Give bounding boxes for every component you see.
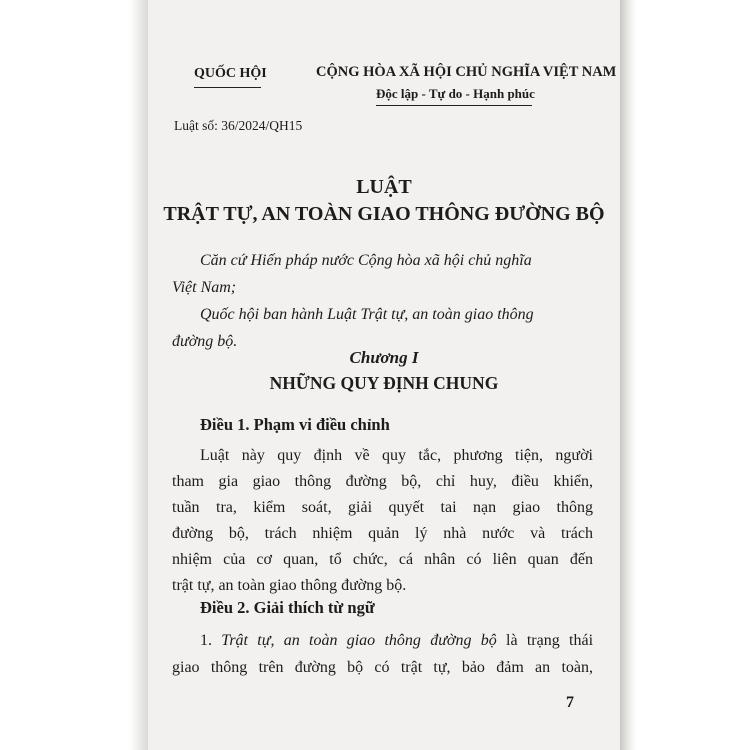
national-motto: Độc lập - Tự do - Hạnh phúc xyxy=(376,86,535,101)
article-1-line: tuần tra, kiểm soát, giải quyết tai nạn giao thông xyxy=(172,499,593,516)
preamble-line: Quốc hội ban hành Luật Trật tự, an toàn giao thông xyxy=(200,306,534,323)
issuing-agency: QUỐC HỘI xyxy=(194,66,267,81)
motto-underline xyxy=(376,105,532,106)
country-name: CỘNG HÒA XÃ HỘI CHỦ NGHĨA VIỆT NAM xyxy=(316,64,617,80)
clause-text: là trạng thái xyxy=(496,632,594,649)
preamble-line: đường bộ. xyxy=(172,333,238,350)
book-page xyxy=(148,0,620,750)
page-edge-shadow xyxy=(620,0,636,750)
article-1-heading: Điều 1. Phạm vi điều chỉnh xyxy=(200,415,390,434)
document-title: TRẬT TỰ, AN TOÀN GIAO THÔNG ĐƯỜNG BỘ xyxy=(163,203,605,225)
article-1-line: tham gia giao thông đường bộ, chỉ huy, điều khiển, xyxy=(172,473,593,490)
article-1-line: Luật này quy định về quy tắc, phương tiện, người xyxy=(200,447,593,464)
document-title-type: LUẬT xyxy=(356,176,412,198)
article-2-line: giao thông trên đường bộ có trật tự, bảo đảm an toàn, xyxy=(172,659,593,676)
page-number: 7 xyxy=(566,694,574,711)
article-1-line: nhiệm của cơ quan, tổ chức, cá nhân có liên quan đến xyxy=(172,551,593,568)
article-1-line: đường bộ, trách nhiệm quản lý nhà nước và trách xyxy=(172,525,593,542)
law-number: Luật số: 36/2024/QH15 xyxy=(174,118,303,133)
preamble-line: Việt Nam; xyxy=(172,279,237,296)
chapter-number: Chương I xyxy=(349,348,419,367)
agency-underline xyxy=(194,87,261,88)
article-2-heading: Điều 2. Giải thích từ ngữ xyxy=(200,598,375,617)
chapter-title: NHỮNG QUY ĐỊNH CHUNG xyxy=(269,373,499,393)
article-1-line: trật tự, an toàn giao thông đường bộ. xyxy=(172,577,407,594)
preamble-line: Căn cứ Hiến pháp nước Cộng hòa xã hội chủ nghĩa xyxy=(200,252,532,269)
defined-term: Trật tự, an toàn giao thông đường bộ xyxy=(221,632,497,649)
clause-number: 1. xyxy=(200,632,222,649)
book-gutter-shadow xyxy=(130,0,148,750)
article-2-line xyxy=(200,632,593,650)
